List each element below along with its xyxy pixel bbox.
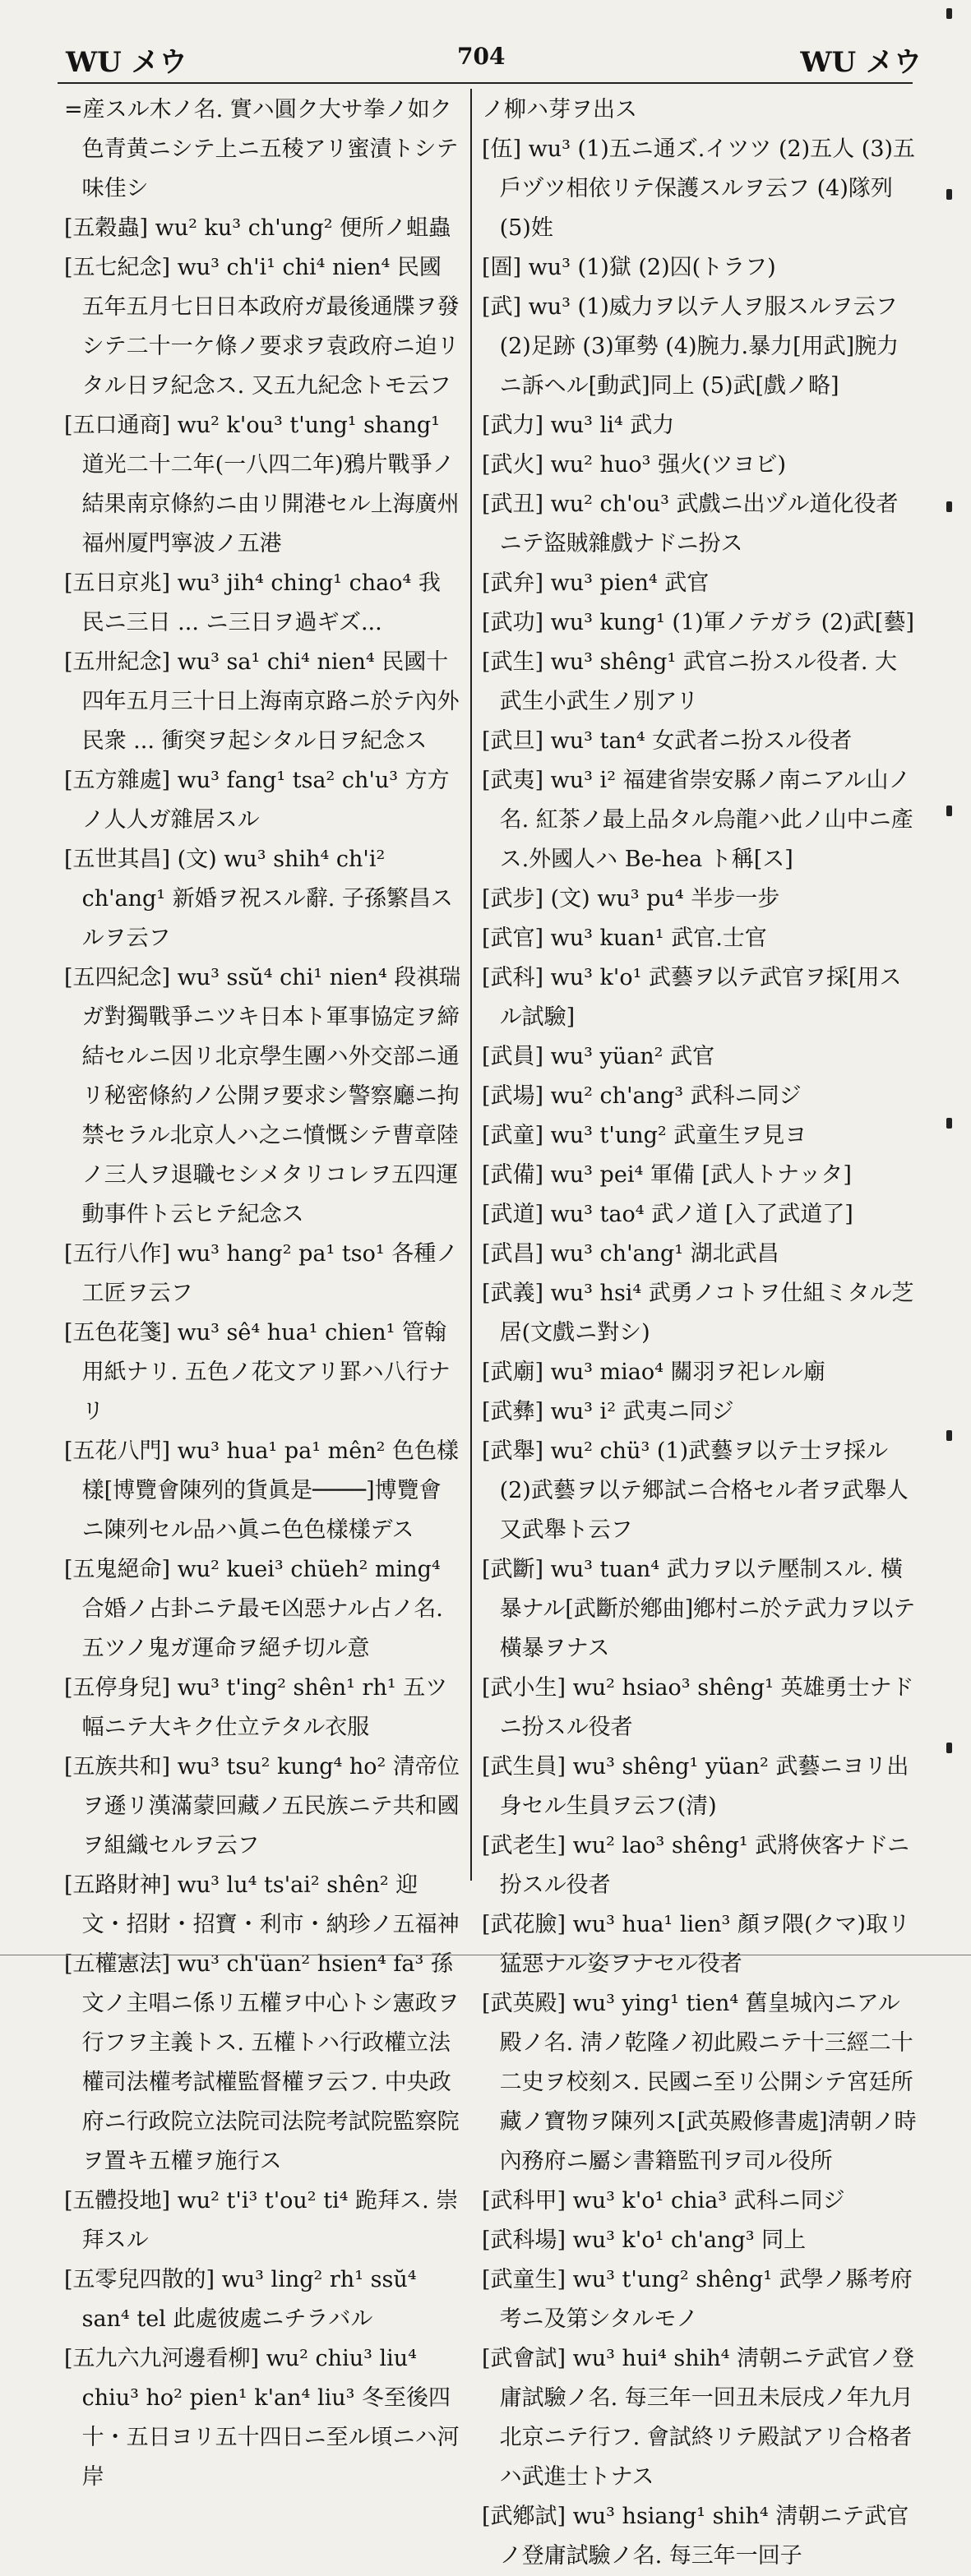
dictionary-entry: [武生] wu³ shêng¹ 武官ニ扮スル役者. 大武生小武生ノ別アリ — [482, 649, 898, 714]
dictionary-entry: [武童] wu³ t'ung² 武童生ヲ見ヨ — [482, 1123, 807, 1148]
dictionary-entry: [武科] wu³ k'o¹ 武藝ヲ以テ武官ヲ採[用スル試驗] — [482, 965, 902, 1030]
dictionary-entry: ノ柳ハ芽ヲ出ス — [482, 97, 637, 122]
margin-mark — [946, 1118, 952, 1129]
running-head-left: WU メウ — [66, 46, 187, 79]
dictionary-entry: [五零兒四散的] wu³ ling² rh¹ ssŭ⁴ san⁴ tel 此處彼處ニチラバル — [64, 2267, 417, 2332]
page-header — [0, 31, 971, 89]
dictionary-entry: [武義] wu³ hsi⁴ 武勇ノコトヲ仕組ミタル芝居(文戲ニ對シ) — [482, 1281, 914, 1346]
dictionary-entry: [武力] wu³ li⁴ 武力 — [482, 413, 675, 438]
dictionary-entry: [五停身兒] wu³ t'ing² shên¹ rh¹ 五ツ幅ニテ大キク仕立テタル衣服 — [64, 1675, 448, 1740]
dictionary-entry: [武弁] wu³ pien⁴ 武官 — [482, 570, 710, 596]
margin-mark — [946, 1743, 952, 1753]
dictionary-entry: [武廟] wu³ miao⁴ 關羽ヲ祀レル廟 — [482, 1360, 825, 1385]
dictionary-entry: [武丑] wu² ch'ou³ 武戲ニ出ヅル道化役者ニテ盜賊雜戲ナドニ扮ス — [482, 492, 899, 556]
dictionary-entry: [五七紀念] wu³ ch'i¹ chi⁴ nien⁴ 民國五年五月七日日本政府ガ最後通牒ヲ發シテ二十一ケ條ノ要求ヲ袁政府ニ迫リタル日ヲ紀念ス. 又五九紀念トモ云フ — [64, 255, 460, 399]
running-head-right: WU メウ — [800, 46, 922, 79]
dictionary-entry: [武老生] wu² lao³ shêng¹ 武將俠客ナドニ扮スル役者 — [482, 1833, 910, 1898]
dictionary-entry: [武功] wu³ kung¹ (1)軍ノテガラ (2)武[藝] — [482, 610, 914, 635]
dictionary-entry: [五權憲法] wu³ ch'üan² hsien⁴ fa³ 孫文ノ主唱ニ係リ五權ヲ中心トシ憲政ヲ行フヲ主義トス. 五權トハ行政權立法權司法權考試權監督權ヲ云フ. 中央政府ニ行政院立法院司法院考試院監察院ヲ置キ五權ヲ施行ス — [64, 1951, 460, 2174]
dictionary-entry: [武科場] wu³ k'o¹ ch'ang³ 同上 — [482, 2227, 807, 2253]
dictionary-entry: [武旦] wu³ tan⁴ 女武者ニ扮スル役者 — [482, 728, 853, 754]
dictionary-entry: [五卅紀念] wu³ sa¹ chi⁴ nien⁴ 民國十四年五月三十日上海南京路ニ於テ內外民衆 ... 衝突ヲ起シタル日ヲ紀念ス — [64, 649, 460, 754]
dictionary-entry: [五行八作] wu³ hang² pa¹ tso¹ 各種ノ工匠ヲ云フ — [64, 1241, 459, 1306]
dictionary-entry: [武彝] wu³ i² 武夷ニ同ジ — [482, 1399, 734, 1424]
margin-mark — [946, 501, 952, 512]
dictionary-entry: [五日京兆] wu³ jih⁴ ching¹ chao⁴ 我民ニ三日 ... ニ三日ヲ過ギズ... — [64, 570, 441, 635]
dictionary-entry: [五鬼絕命] wu² kuei³ chüeh² ming⁴ 合婚ノ占卦ニテ最モ凶惡ナル占ノ名. 五ツノ鬼ガ運命ヲ絕チ切ル意 — [64, 1557, 443, 1661]
dictionary-entry: =産スル木ノ名. 實ハ圓ク大サ拳ノ如ク色青黄ニシテ上ニ五稜アリ蜜漬トシテ味佳シ — [64, 97, 459, 201]
dictionary-entry: [五世其昌] (文) wu³ shih⁴ ch'i² ch'ang¹ 新婚ヲ祝スル辭. 子孫繁昌スルヲ云フ — [64, 847, 453, 951]
dictionary-entry: [武英殿] wu³ ying¹ tien⁴ 舊皇城內ニアル殿ノ名. 淸ノ乾隆ノ初此殿ニテ十三經二十二史ヲ校刻ス. 民國ニ至リ公開シテ宮廷所藏ノ寶物ヲ陳列ス[武英殿修書處]淸朝ノ時內務府ニ屬シ書籍監刊ヲ司ル役所 — [482, 1991, 917, 2174]
dictionary-entry: [武斷] wu³ tuan⁴ 武力ヲ以テ壓制スル. 橫暴ナル[武斷於鄕曲]鄕村ニ於テ武力ヲ以テ橫暴ヲナス — [482, 1557, 916, 1661]
dictionary-entry: [五路財神] wu³ lu⁴ ts'ai² shên² 迎文・招財・招寶・利市・納珍ノ五福神 — [64, 1872, 460, 1937]
dictionary-entry: [武火] wu² huo³ 强火(ツヨビ) — [482, 452, 787, 478]
dictionary-entry: [武童生] wu³ t'ung² shêng¹ 武學ノ縣考府考ニ及第シタルモノ — [482, 2267, 913, 2332]
dictionary-entry: [五族共和] wu³ tsu² kung⁴ ho² 清帝位ヲ遜リ漢滿蒙回藏ノ五民族ニテ共和國ヲ組織セルヲ云フ — [64, 1754, 460, 1858]
right-column — [482, 90, 918, 2576]
dictionary-entry: [武昌] wu³ ch'ang¹ 湖北武昌 — [482, 1241, 779, 1267]
dictionary-entry: [五九六九河邊看柳] wu² chiu³ liu⁴ chiu³ ho² pien¹ k'an⁴ liu³ 冬至後四十・五日ヨリ五十四日ニ至ル頃ニハ河岸 — [64, 2346, 460, 2490]
left-column — [64, 90, 462, 2497]
dictionary-entry: [武] wu³ (1)威力ヲ以テ人ヲ服スルヲ云フ (2)足跡 (3)軍勢 (4)腕力.暴力[用武]腕力ニ訴ヘル[動武]同上 (5)武[戲ノ略] — [482, 294, 899, 399]
dictionary-entry: [武小生] wu² hsiao³ shêng¹ 英雄勇士ナドニ扮スル役者 — [482, 1675, 914, 1740]
dictionary-entry: [五四紀念] wu³ ssŭ⁴ chi¹ nien⁴ 段祺瑞ガ對獨戰爭ニツキ日本ト軍事協定ヲ締結セルニ因リ北京學生團ハ外交部ニ通リ秘密條約ノ公開ヲ要求シ警察廳ニ拘禁セラル北京人ハ之ニ憤慨シテ曹章陸ノ三人ヲ退職セシメタリコレヲ五四運動事件ト云ヒテ紀念ス — [64, 965, 461, 1227]
margin-mark — [946, 806, 952, 816]
margin-mark — [946, 1430, 952, 1441]
dictionary-entry: [五口通商] wu² k'ou³ t'ung¹ shang¹ 道光二十二年(一八四二年)鴉片戰爭ノ結果南京條約ニ由リ開港セル上海廣州福州厦門寧波ノ五港 — [64, 413, 460, 556]
dictionary-entry: [五穀蟲] wu² ku³ ch'ung² 便所ノ蛆蟲 — [64, 215, 451, 241]
dictionary-entry: [武場] wu² ch'ang³ 武科ニ同ジ — [482, 1083, 802, 1109]
dictionary-entry: [武生員] wu³ shêng¹ yüan² 武藝ニヨリ出身セル生員ヲ云フ(清) — [482, 1754, 909, 1819]
dictionary-entry: [武科甲] wu³ k'o¹ chia³ 武科ニ同ジ — [482, 2188, 845, 2214]
page-number: 704 — [457, 43, 506, 70]
dictionary-entry: [五體投地] wu² t'i³ t'ou² ti⁴ 跪拜ス. 崇拜スル — [64, 2188, 459, 2253]
column-divider — [470, 89, 472, 1881]
dictionary-entry: [武會試] wu³ hui⁴ shih⁴ 淸朝ニテ武官ノ登庸試驗ノ名. 每三年一回丑未辰戌ノ年九月北京ニテ行フ. 會試終リテ殿試アリ合格者ハ武進士トナス — [482, 2346, 915, 2490]
dictionary-entry: [武舉] wu² chü³ (1)武藝ヲ以テ士ヲ採ル (2)武藝ヲ以テ郷試ニ合格セル者ヲ武舉人又武舉ト云フ — [482, 1438, 909, 1543]
dictionary-entry: [武花臉] wu³ hua¹ lien³ 顏ヲ隈(クマ)取リ猛惡ナル姿ヲナセル役者 — [482, 1912, 910, 1977]
margin-mark — [946, 189, 952, 200]
dictionary-entry: [五色花箋] wu³ sê⁴ hua¹ chien¹ 管翰用紙ナリ. 五色ノ花文アリ罫ハ八行ナリ — [64, 1320, 451, 1424]
dictionary-entry: [武備] wu³ pei⁴ 軍備 [武人トナッタ] — [482, 1162, 852, 1188]
dictionary-entry: [圄] wu³ (1)獄 (2)囚(トラフ) — [482, 255, 776, 280]
dictionary-entry: [武夷] wu³ i² 福建省崇安縣ノ南ニアル山ノ名. 紅茶ノ最上品タル烏龍ハ此ノ山中ニ產ス.外國人ハ Be-hea ト稱[ス] — [482, 768, 913, 872]
margin-mark — [946, 8, 952, 19]
header-rule — [58, 82, 913, 84]
dictionary-entry: [武步] (文) wu³ pu⁴ 半步一步 — [482, 886, 780, 912]
dictionary-entry: [武員] wu³ yüan² 武官 — [482, 1044, 715, 1069]
dictionary-entry: [伍] wu³ (1)五ニ通ズ.イツツ (2)五人 (3)五戶ヅツ相依リテ保護スルヲ云フ (4)隊列 (5)姓 — [482, 136, 916, 241]
dictionary-entry: [五方雜處] wu³ fang¹ tsa² ch'u³ 方方ノ人人ガ雜居スル — [64, 768, 450, 833]
dictionary-entry: [武鄕試] wu³ hsiang¹ shih⁴ 淸朝ニテ武官ノ登庸試驗ノ名. 每三年一回子 — [482, 2504, 909, 2569]
dictionary-entry: [武官] wu³ kuan¹ 武官.士官 — [482, 926, 767, 951]
dictionary-entry: [五花八門] wu³ hua¹ pa¹ mên² 色色樣樣[博覽會陳列的貨眞是────]博覽會ニ陳列セル品ハ眞ニ色色樣樣デス — [64, 1438, 460, 1543]
dictionary-entry: [武道] wu³ tao⁴ 武ノ道 [入了武道了] — [482, 1202, 853, 1227]
